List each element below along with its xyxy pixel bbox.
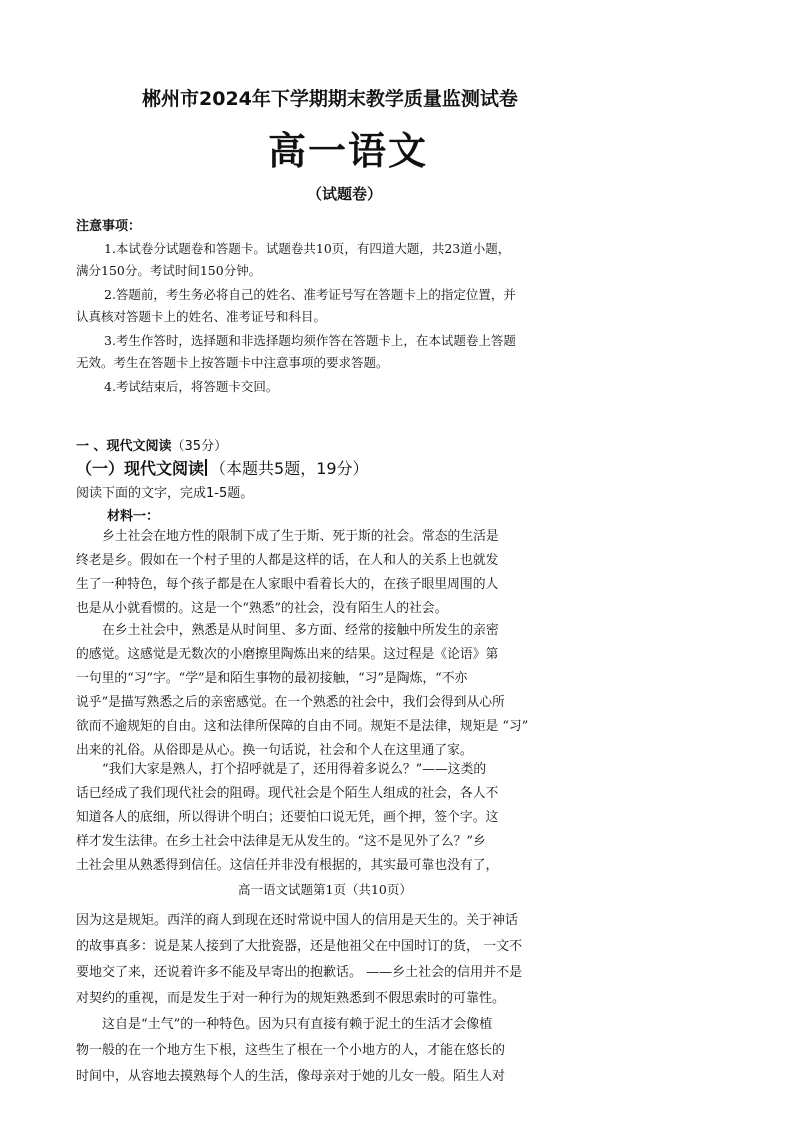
section-heading bbox=[76, 435, 227, 454]
paragraph-line: 土社会里从熟悉得到信任。这信任并非没有根据的，其实最可靠也没有了， bbox=[76, 858, 499, 873]
exam-org-title: 郴州市2024年下学期期末教学质量监测试卷 bbox=[142, 88, 518, 110]
material-label: 材料一： bbox=[107, 509, 160, 524]
page-footer: 高一语文试题第1页（共10页） bbox=[238, 882, 412, 897]
paragraph-line: 生了一种特色，每个孩子都是在人家眼中看着长大的，在孩子眼里周围的人 bbox=[76, 577, 499, 592]
paragraph-line: 物一般的在一个地方生下根，这些生了根在一个小地方的人，才能在悠长的 bbox=[76, 1043, 506, 1058]
paragraph-line: 也是从小就看惯的。这是一个“熟悉”的社会，没有陌生人的社会。 bbox=[76, 601, 448, 616]
notice-item-cont: 满分150分。考试时间150分钟。 bbox=[76, 263, 262, 278]
subject-title: 高一语文 bbox=[268, 129, 429, 173]
section-heading-score: （35分） bbox=[171, 439, 228, 454]
paragraph-line: 出来的礼俗。从俗即是从心。换一句话说，社会和个人在这里通了家。 bbox=[76, 743, 473, 758]
notice-list bbox=[0, 238, 794, 398]
paragraph-line: 乡土社会在地方性的限制下成了生于斯、死于斯的社会。常态的生活是 bbox=[102, 529, 499, 544]
subsection-info: （本题共5题，19分） bbox=[210, 459, 369, 478]
paragraph-line: 在乡土社会中，熟悉是从时间里、多方面、经常的接触中所发生的亲密 bbox=[102, 623, 499, 638]
paragraph bbox=[76, 758, 498, 878]
notice-item-cont: 认真核对答题卡上的姓名、准考证号和科目。 bbox=[76, 309, 327, 324]
paragraph-line: 说乎”是描写熟悉之后的亲密感觉。在一个熟悉的社会中，我们会得到从心所 bbox=[76, 695, 505, 710]
notice-item: 4.考试结束后，将答题卡交回。 bbox=[104, 379, 279, 394]
paragraph-line: 一句里的“习”字。“学”是和陌生事物的最初接触，“习”是陶炼，“不亦 bbox=[76, 671, 468, 686]
paragraph-line: 话已经成了我们现代社会的阻碍。现代社会是个陌生人组成的社会，各人不 bbox=[76, 786, 499, 801]
subsection-heading bbox=[76, 456, 369, 479]
paragraph-line: 这自是“土气”的一种特色。因为只有直接有赖于泥土的生活才会像植 bbox=[102, 1017, 493, 1032]
notice-title: 注意事项： bbox=[76, 219, 142, 234]
paragraph bbox=[76, 525, 499, 621]
paragraph-line: 样才发生法律。在乡土社会中法律是无从发生的。“这不是见外了么？”乡 bbox=[76, 834, 486, 849]
paragraph bbox=[76, 908, 522, 1012]
paragraph-line: 的故事真多：说是某人接到了大批瓷器，还是他祖父在中国时订的货， 一文不 bbox=[76, 939, 523, 954]
text-cursor bbox=[205, 459, 207, 476]
paragraph-line: 的感觉。这感觉是无数次的小磨擦里陶炼出来的结果。这过程是《论语》第 bbox=[76, 647, 499, 662]
paper-type-label: （试题卷） bbox=[307, 185, 383, 203]
notice-item: 1.本试卷分试题卷和答题卡。试题卷共10页，有四道大题，共23道小题， bbox=[104, 241, 511, 256]
paragraph-line: 知道各人的底细，所以得讲个明白；还要怕口说无凭，画个押，签个字。这 bbox=[76, 810, 499, 825]
paragraph-line: 因为这是规矩。西洋的商人到现在还时常说中国人的信用是天生的。关于神话 bbox=[76, 913, 519, 928]
paragraph-line: 对契约的重视，而是发生于对一种行为的规矩熟悉到不假思索时的可靠性。 bbox=[76, 991, 506, 1006]
notice-item: 3.考生作答时，选择题和非选择题均须作答在答题卡上，在本试题卷上答题 bbox=[104, 333, 516, 348]
notice-item: 2.答题前，考生务必将自己的姓名、准考证号写在答题卡上的指定位置，并 bbox=[104, 287, 516, 302]
paragraph-line: 时间中，从容地去摸熟每个人的生活，像母亲对于她的儿女一般。陌生人对 bbox=[76, 1069, 506, 1084]
paragraph bbox=[76, 1012, 505, 1090]
subsection-label: （一）现代文阅读 bbox=[76, 459, 205, 478]
paragraph-line: 终老是乡。假如在一个村子里的人都是这样的话，在人和人的关系上也就发 bbox=[76, 553, 499, 568]
paragraph-line: “我们大家是熟人，打个招呼就是了，还用得着多说么？”——这类的 bbox=[102, 762, 487, 777]
paragraph-line: 欲而不逾规矩的自由。这和法律所保障的自由不同。规矩不是法律，规矩是 “习” bbox=[76, 719, 529, 734]
paragraph bbox=[76, 619, 528, 763]
reading-instruction: 阅读下面的文字，完成1-5题。 bbox=[76, 486, 254, 501]
paragraph-line: 要地交了来，还说着许多不能及早寄出的抱歉话。 ——乡土社会的信用并不是 bbox=[76, 965, 523, 980]
notice-item-cont: 无效。考生在答题卡上按答题卡中注意事项的要求答题。 bbox=[76, 355, 389, 370]
section-heading-label: 一 、现代文阅读 bbox=[76, 439, 172, 454]
